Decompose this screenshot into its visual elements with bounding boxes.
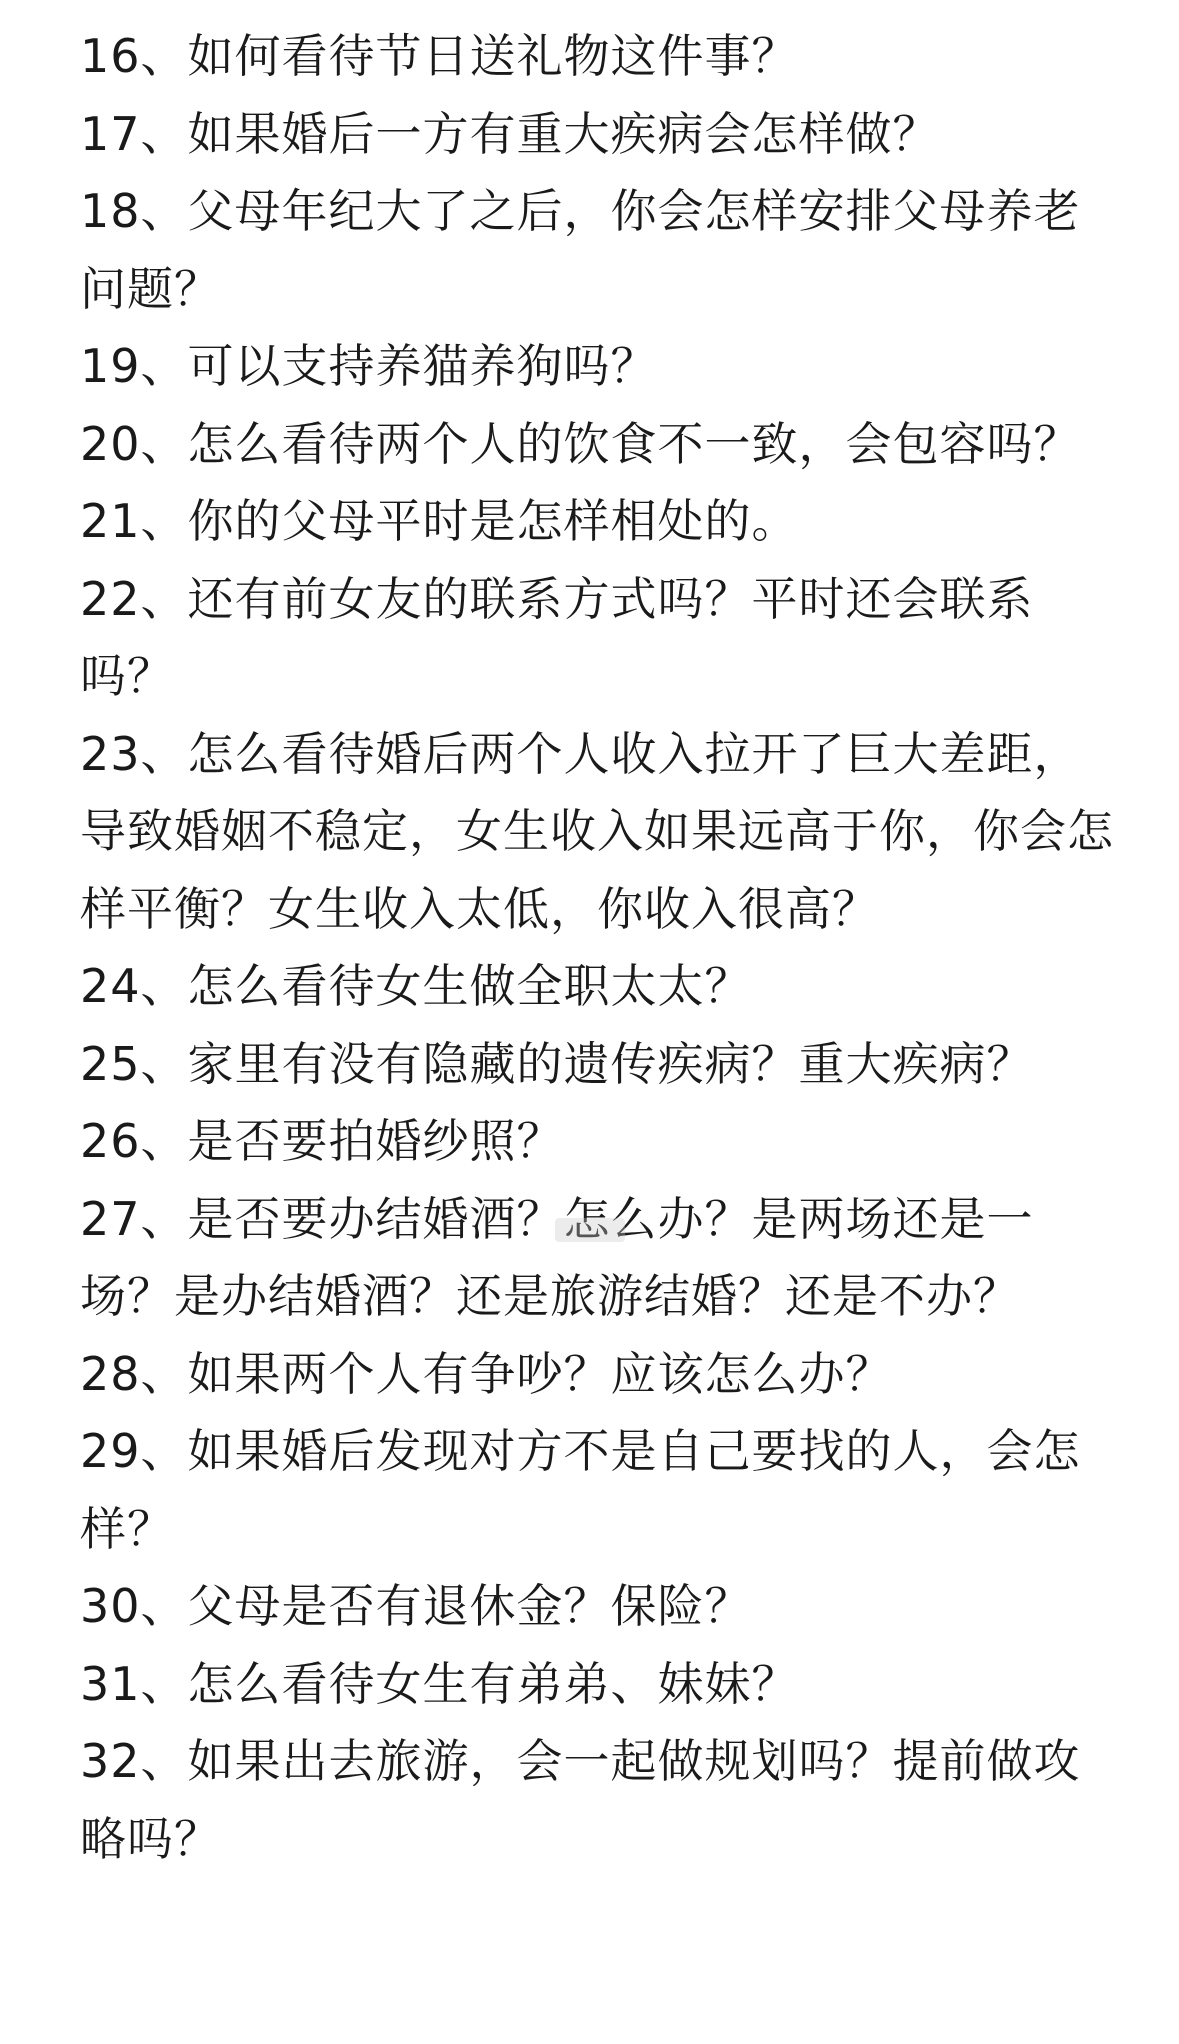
list-item <box>80 1646 1120 1724</box>
item-number: 27、 <box>80 1191 188 1246</box>
item-text: 家里有没有隐藏的遗传疾病？重大疾病？ <box>187 1036 1034 1091</box>
item-number: 28、 <box>80 1346 188 1401</box>
list-item <box>80 483 1120 561</box>
item-number: 25、 <box>80 1036 188 1091</box>
list-item <box>80 1413 1120 1568</box>
list-item <box>80 948 1120 1026</box>
item-text: 是否要拍婚纱照？ <box>187 1114 564 1168</box>
item-number: 31、 <box>80 1656 188 1711</box>
item-number: 16、 <box>80 29 188 83</box>
item-text: 父母年纪大了之后，你会怎样安排父母养老问题？ <box>80 184 1081 316</box>
item-number: 29、 <box>80 1424 188 1478</box>
list-item <box>80 96 1120 174</box>
list-item <box>80 173 1120 328</box>
item-text: 父母是否有退休金？保险？ <box>187 1579 752 1633</box>
item-text: 怎么看待婚后两个人收入拉开了巨大差距，导致婚姻不稳定，女生收入如果远高于你，你会怎样平衡？女生收入太低，你收入很高？ <box>80 726 1114 936</box>
list-item <box>80 1568 1120 1646</box>
item-text: 如果婚后一方有重大疾病会怎样做？ <box>187 106 940 161</box>
item-text: 如何看待节日送礼物这件事？ <box>187 29 799 83</box>
item-number: 26、 <box>80 1114 188 1168</box>
list-item <box>80 1181 1120 1336</box>
item-number: 20、 <box>80 416 188 471</box>
list-item <box>80 716 1120 949</box>
question-list <box>80 18 1120 1878</box>
item-text: 怎么看待女生有弟弟、妹妹？ <box>187 1656 799 1711</box>
item-number: 21、 <box>80 494 188 548</box>
item-number: 22、 <box>80 571 188 626</box>
item-text: 如果两个人有争吵？应该怎么办？ <box>187 1346 893 1401</box>
item-text: 怎么看待两个人的饮食不一致，会包容吗？ <box>187 416 1081 471</box>
item-text: 怎么看待女生做全职太太？ <box>187 959 752 1013</box>
list-item <box>80 18 1120 96</box>
list-item <box>80 328 1120 406</box>
list-item <box>80 406 1120 484</box>
item-number: 19、 <box>80 339 188 393</box>
item-text: 如果婚后发现对方不是自己要找的人，会怎样？ <box>80 1424 1081 1556</box>
item-number: 30、 <box>80 1579 188 1633</box>
item-text: 是否要办结婚酒？怎么办？是两场还是一场？是办结婚酒？还是旅游结婚？还是不办？ <box>80 1191 1034 1323</box>
item-number: 23、 <box>80 726 188 781</box>
item-number: 17、 <box>80 106 188 161</box>
item-text: 你的父母平时是怎样相处的。 <box>187 494 799 548</box>
list-item <box>80 1103 1120 1181</box>
item-text: 还有前女友的联系方式吗？平时还会联系吗？ <box>80 571 1034 703</box>
list-item <box>80 1723 1120 1878</box>
item-text: 如果出去旅游，会一起做规划吗？提前做攻略吗？ <box>80 1734 1081 1866</box>
item-number: 18、 <box>80 184 188 238</box>
list-item <box>80 561 1120 716</box>
item-text: 可以支持养猫养狗吗？ <box>187 339 658 393</box>
item-number: 24、 <box>80 959 188 1013</box>
item-number: 32、 <box>80 1734 188 1788</box>
list-item <box>80 1336 1120 1414</box>
list-item <box>80 1026 1120 1104</box>
